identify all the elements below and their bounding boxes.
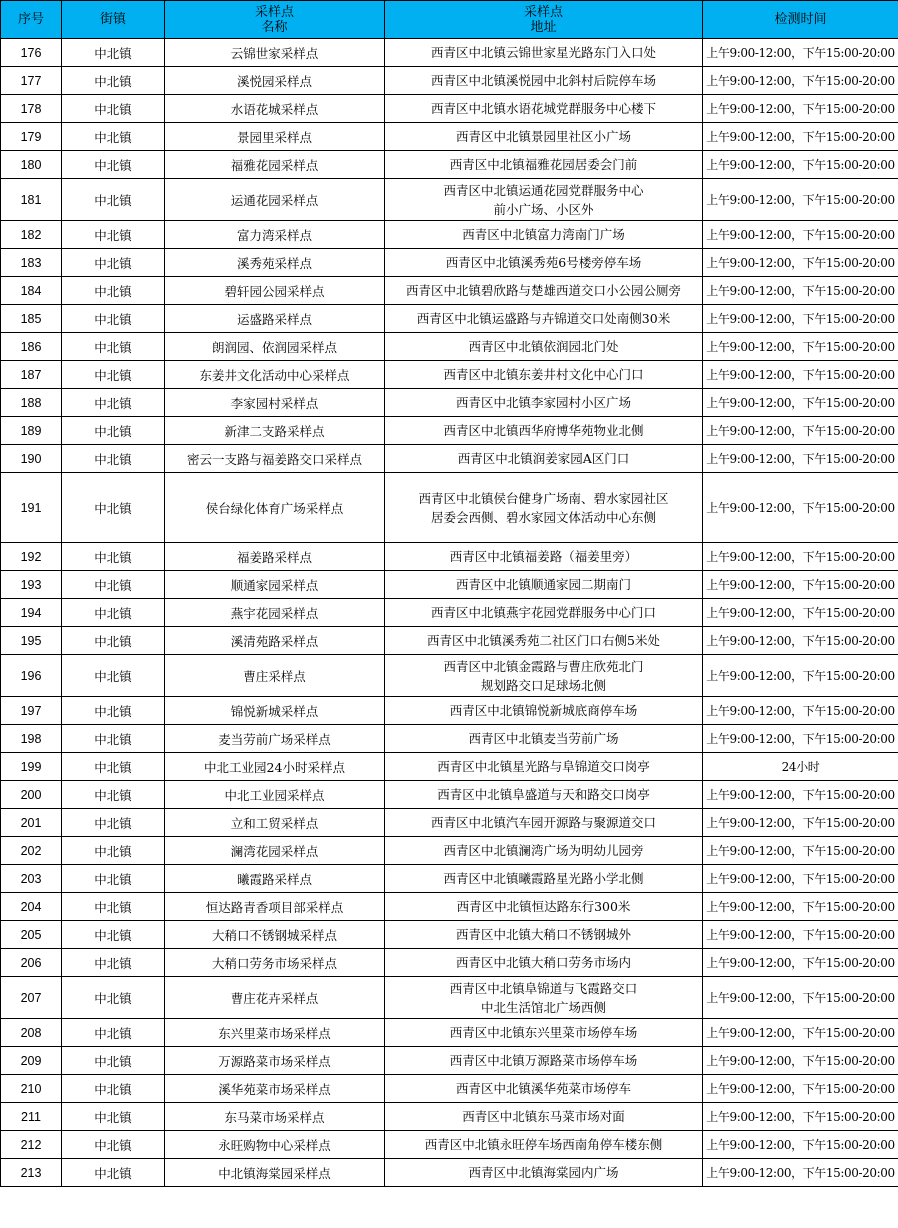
address-line: 西青区中北镇汽车园开源路与聚源道交口 [430, 815, 656, 830]
cell-street: 中北镇 [62, 389, 165, 417]
cell-seq: 189 [1, 417, 62, 445]
cell-time: 上午9:00-12:00，下午15:00-20:00 [703, 837, 898, 865]
cell-seq: 204 [1, 893, 62, 921]
cell-street: 中北镇 [62, 697, 165, 725]
cell-time: 上午9:00-12:00，下午15:00-20:00 [703, 361, 898, 389]
cell-street: 中北镇 [62, 599, 165, 627]
cell-street: 中北镇 [62, 837, 165, 865]
cell-time: 上午9:00-12:00，下午15:00-20:00 [703, 445, 898, 473]
table-row [1, 725, 898, 753]
cell-seq: 177 [1, 67, 62, 95]
address-line: 西青区中北镇溪秀苑6号楼旁停车场 [445, 255, 642, 270]
address-line: 西青区中北镇溪华苑菜市场停车 [455, 1081, 631, 1096]
cell-street: 中北镇 [62, 249, 165, 277]
cell-seq: 203 [1, 865, 62, 893]
table-row [1, 571, 898, 599]
cell-seq: 197 [1, 697, 62, 725]
cell-site-name: 澜湾花园采样点 [165, 837, 385, 865]
cell-address [385, 753, 703, 781]
cell-seq: 206 [1, 949, 62, 977]
cell-street: 中北镇 [62, 221, 165, 249]
cell-time: 上午9:00-12:00，下午15:00-20:00 [703, 655, 898, 697]
cell-site-name: 东马菜市场采样点 [165, 1103, 385, 1131]
cell-seq: 178 [1, 95, 62, 123]
table-row [1, 151, 898, 179]
cell-seq: 211 [1, 1103, 62, 1131]
address-line: 西青区中北镇景园里社区小广场 [455, 129, 631, 144]
cell-address [385, 417, 703, 445]
cell-address [385, 571, 703, 599]
cell-time: 上午9:00-12:00，下午15:00-20:00 [703, 95, 898, 123]
cell-address [385, 921, 703, 949]
cell-street: 中北镇 [62, 67, 165, 95]
cell-street: 中北镇 [62, 893, 165, 921]
cell-site-name: 云锦世家采样点 [165, 39, 385, 67]
cell-seq: 179 [1, 123, 62, 151]
table-row [1, 473, 898, 543]
cell-street: 中北镇 [62, 1103, 165, 1131]
header-seq: 序号 [1, 1, 62, 39]
table-row [1, 1131, 898, 1159]
cell-time: 上午9:00-12:00，下午15:00-20:00 [703, 809, 898, 837]
cell-site-name: 福雅花园采样点 [165, 151, 385, 179]
table-row [1, 977, 898, 1019]
table-row [1, 837, 898, 865]
table-row [1, 67, 898, 95]
cell-seq: 196 [1, 655, 62, 697]
cell-seq: 209 [1, 1047, 62, 1075]
cell-time: 上午9:00-12:00，下午15:00-20:00 [703, 697, 898, 725]
address-line: 西青区中北镇金霞路与曹庄欣苑北门 [443, 658, 644, 674]
cell-seq: 199 [1, 753, 62, 781]
cell-site-name: 富力湾采样点 [165, 221, 385, 249]
cell-site-name: 东姜井文化活动中心采样点 [165, 361, 385, 389]
cell-time: 上午9:00-12:00，下午15:00-20:00 [703, 1103, 898, 1131]
cell-site-name: 大稍口劳务市场采样点 [165, 949, 385, 977]
address-line: 西青区中北镇东马菜市场对面 [462, 1109, 625, 1124]
cell-site-name: 曹庄花卉采样点 [165, 977, 385, 1019]
table-row [1, 277, 898, 305]
address-line: 西青区中北镇曦霞路星光路小学北侧 [443, 871, 644, 886]
cell-street: 中北镇 [62, 473, 165, 543]
address-line: 西青区中北镇燕宇花园党群服务中心门口 [430, 605, 656, 620]
cell-street: 中北镇 [62, 95, 165, 123]
cell-address [385, 949, 703, 977]
cell-time: 上午9:00-12:00，下午15:00-20:00 [703, 179, 898, 221]
cell-address [385, 95, 703, 123]
address-line: 西青区中北镇溪秀苑二社区门口右侧5米处 [427, 633, 660, 648]
header-site-line2: 名称 [261, 19, 288, 35]
cell-address [385, 179, 703, 221]
cell-address [385, 67, 703, 95]
header-site-name [165, 1, 385, 39]
cell-address [385, 221, 703, 249]
address-line: 西青区中北镇富力湾南门广场 [462, 227, 625, 242]
cell-street: 中北镇 [62, 571, 165, 599]
cell-street: 中北镇 [62, 333, 165, 361]
cell-time: 上午9:00-12:00，下午15:00-20:00 [703, 1131, 898, 1159]
address-line: 规划路交口足球场北侧 [480, 677, 606, 693]
cell-seq: 185 [1, 305, 62, 333]
cell-address [385, 151, 703, 179]
cell-time: 上午9:00-12:00，下午15:00-20:00 [703, 893, 898, 921]
address-line: 西青区中北镇润姜家园A区门口 [457, 451, 630, 466]
header-addr-line2: 地址 [530, 19, 557, 35]
table-row [1, 361, 898, 389]
header-addr-line1: 采样点 [523, 4, 563, 20]
cell-site-name: 福姜路采样点 [165, 543, 385, 571]
cell-street: 中北镇 [62, 627, 165, 655]
table-row [1, 809, 898, 837]
address-line: 西青区中北镇溪悦园中北斜村后院停车场 [430, 73, 656, 88]
cell-street: 中北镇 [62, 305, 165, 333]
cell-address [385, 39, 703, 67]
table-row [1, 655, 898, 697]
address-line: 西青区中北镇李家园村小区广场 [455, 395, 631, 410]
cell-site-name: 立和工贸采样点 [165, 809, 385, 837]
cell-time: 上午9:00-12:00，下午15:00-20:00 [703, 1075, 898, 1103]
cell-address [385, 977, 703, 1019]
cell-time: 上午9:00-12:00，下午15:00-20:00 [703, 1019, 898, 1047]
address-line: 西青区中北镇星光路与阜锦道交口岗亭 [437, 759, 650, 774]
address-line: 西青区中北镇万源路菜市场停车场 [449, 1053, 638, 1068]
cell-seq: 213 [1, 1159, 62, 1187]
table-row [1, 949, 898, 977]
cell-time: 上午9:00-12:00，下午15:00-20:00 [703, 1159, 898, 1187]
cell-address [385, 361, 703, 389]
table-row [1, 697, 898, 725]
table-row [1, 627, 898, 655]
cell-site-name: 东兴里菜市场采样点 [165, 1019, 385, 1047]
address-line: 西青区中北镇阜锦道与飞霞路交口 [449, 980, 638, 996]
cell-time: 上午9:00-12:00，下午15:00-20:00 [703, 543, 898, 571]
cell-time: 上午9:00-12:00，下午15:00-20:00 [703, 67, 898, 95]
address-line: 西青区中北镇阜盛道与天和路交口岗亭 [437, 787, 650, 802]
cell-seq: 181 [1, 179, 62, 221]
cell-seq: 195 [1, 627, 62, 655]
address-line: 西青区中北镇运盛路与卉锦道交口处南侧30米 [416, 311, 671, 326]
cell-site-name: 恒达路青香项目部采样点 [165, 893, 385, 921]
cell-site-name: 景园里采样点 [165, 123, 385, 151]
address-line: 西青区中北镇云锦世家星光路东门入口处 [430, 45, 656, 60]
cell-seq: 188 [1, 389, 62, 417]
address-line: 西青区中北镇大稍口劳务市场内 [455, 955, 631, 970]
address-line: 西青区中北镇福雅花园居委会门前 [449, 157, 638, 172]
address-line: 西青区中北镇海棠园内广场 [468, 1165, 619, 1180]
cell-address [385, 1019, 703, 1047]
table-row [1, 249, 898, 277]
address-line: 西青区中北镇福姜路（福姜里旁） [449, 549, 638, 564]
cell-site-name: 永旺购物中心采样点 [165, 1131, 385, 1159]
cell-time: 上午9:00-12:00，下午15:00-20:00 [703, 151, 898, 179]
cell-site-name: 溪秀苑采样点 [165, 249, 385, 277]
cell-seq: 180 [1, 151, 62, 179]
cell-time: 上午9:00-12:00，下午15:00-20:00 [703, 949, 898, 977]
address-line: 西青区中北镇锦悦新城底商停车场 [449, 703, 638, 718]
cell-site-name: 溪华苑菜市场采样点 [165, 1075, 385, 1103]
cell-street: 中北镇 [62, 921, 165, 949]
address-line: 西青区中北镇水语花城党群服务中心楼下 [430, 101, 656, 116]
cell-address [385, 655, 703, 697]
cell-street: 中北镇 [62, 725, 165, 753]
address-line: 西青区中北镇运通花园党群服务中心 [443, 182, 644, 198]
cell-address [385, 277, 703, 305]
table-row [1, 893, 898, 921]
cell-street: 中北镇 [62, 977, 165, 1019]
table-row [1, 389, 898, 417]
cell-street: 中北镇 [62, 1075, 165, 1103]
cell-site-name: 溪清苑路采样点 [165, 627, 385, 655]
cell-street: 中北镇 [62, 543, 165, 571]
cell-time: 上午9:00-12:00，下午15:00-20:00 [703, 305, 898, 333]
cell-street: 中北镇 [62, 123, 165, 151]
cell-seq: 208 [1, 1019, 62, 1047]
cell-address [385, 781, 703, 809]
cell-time: 上午9:00-12:00，下午15:00-20:00 [703, 277, 898, 305]
cell-site-name: 曦霞路采样点 [165, 865, 385, 893]
address-line: 西青区中北镇恒达路东行300米 [456, 899, 631, 914]
address-line: 前小广场、小区外 [493, 201, 594, 217]
table-row [1, 781, 898, 809]
cell-time: 上午9:00-12:00，下午15:00-20:00 [703, 627, 898, 655]
address-line: 西青区中北镇澜湾广场为明幼儿园旁 [443, 843, 644, 858]
cell-seq: 186 [1, 333, 62, 361]
cell-address [385, 543, 703, 571]
cell-time: 上午9:00-12:00，下午15:00-20:00 [703, 781, 898, 809]
cell-time: 上午9:00-12:00，下午15:00-20:00 [703, 977, 898, 1019]
table-row [1, 753, 898, 781]
cell-time: 上午9:00-12:00，下午15:00-20:00 [703, 333, 898, 361]
cell-seq: 212 [1, 1131, 62, 1159]
table-row [1, 1019, 898, 1047]
cell-address [385, 249, 703, 277]
cell-seq: 205 [1, 921, 62, 949]
address-line: 中北生活馆北广场西侧 [480, 999, 606, 1015]
header-site-line1: 采样点 [254, 4, 294, 20]
cell-address [385, 1103, 703, 1131]
address-line: 西青区中北镇依润园北门处 [468, 339, 619, 354]
address-line: 西青区中北镇西华府博华苑物业北侧 [443, 423, 644, 438]
cell-street: 中北镇 [62, 865, 165, 893]
cell-street: 中北镇 [62, 753, 165, 781]
address-line: 西青区中北镇麦当劳前广场 [468, 731, 619, 746]
cell-address [385, 305, 703, 333]
cell-address [385, 893, 703, 921]
cell-time: 上午9:00-12:00，下午15:00-20:00 [703, 221, 898, 249]
cell-site-name: 中北工业园采样点 [165, 781, 385, 809]
cell-site-name: 中北工业园24小时采样点 [165, 753, 385, 781]
cell-time: 上午9:00-12:00，下午15:00-20:00 [703, 473, 898, 543]
cell-site-name: 万源路菜市场采样点 [165, 1047, 385, 1075]
cell-seq: 193 [1, 571, 62, 599]
cell-street: 中北镇 [62, 39, 165, 67]
address-line: 西青区中北镇永旺停车场西南角停车楼东侧 [424, 1137, 663, 1152]
cell-seq: 187 [1, 361, 62, 389]
cell-site-name: 新津二支路采样点 [165, 417, 385, 445]
cell-street: 中北镇 [62, 179, 165, 221]
cell-time: 上午9:00-12:00，下午15:00-20:00 [703, 249, 898, 277]
cell-time: 上午9:00-12:00，下午15:00-20:00 [703, 1047, 898, 1075]
table-row [1, 1159, 898, 1187]
cell-address [385, 1075, 703, 1103]
table-row [1, 543, 898, 571]
address-line: 西青区中北镇顺通家园二期南门 [455, 577, 631, 592]
cell-site-name: 锦悦新城采样点 [165, 697, 385, 725]
cell-address [385, 599, 703, 627]
cell-seq: 201 [1, 809, 62, 837]
cell-street: 中北镇 [62, 277, 165, 305]
cell-site-name: 燕宇花园采样点 [165, 599, 385, 627]
cell-seq: 176 [1, 39, 62, 67]
cell-street: 中北镇 [62, 1131, 165, 1159]
table-row [1, 1075, 898, 1103]
cell-street: 中北镇 [62, 1019, 165, 1047]
cell-seq: 202 [1, 837, 62, 865]
cell-address [385, 865, 703, 893]
cell-street: 中北镇 [62, 445, 165, 473]
address-line: 西青区中北镇东姜井村文化中心门口 [443, 367, 644, 382]
cell-street: 中北镇 [62, 781, 165, 809]
cell-time: 上午9:00-12:00，下午15:00-20:00 [703, 39, 898, 67]
cell-street: 中北镇 [62, 417, 165, 445]
cell-seq: 191 [1, 473, 62, 543]
table-row [1, 221, 898, 249]
address-line: 西青区中北镇侯台健身广场南、碧水家园社区 [418, 490, 669, 506]
cell-site-name: 曹庄采样点 [165, 655, 385, 697]
cell-seq: 192 [1, 543, 62, 571]
table-row [1, 123, 898, 151]
cell-address [385, 697, 703, 725]
cell-address [385, 445, 703, 473]
cell-address [385, 725, 703, 753]
cell-time: 上午9:00-12:00，下午15:00-20:00 [703, 599, 898, 627]
cell-address [385, 1131, 703, 1159]
table-row [1, 95, 898, 123]
cell-address [385, 123, 703, 151]
cell-site-name: 李家园村采样点 [165, 389, 385, 417]
table-row [1, 921, 898, 949]
header-row [1, 1, 898, 39]
cell-street: 中北镇 [62, 655, 165, 697]
cell-seq: 207 [1, 977, 62, 1019]
header-time: 检测时间 [703, 1, 898, 39]
cell-address [385, 627, 703, 655]
cell-address [385, 809, 703, 837]
cell-time: 上午9:00-12:00，下午15:00-20:00 [703, 921, 898, 949]
cell-seq: 184 [1, 277, 62, 305]
cell-site-name: 大稍口不锈钢城采样点 [165, 921, 385, 949]
cell-seq: 190 [1, 445, 62, 473]
cell-site-name: 运盛路采样点 [165, 305, 385, 333]
cell-address [385, 1047, 703, 1075]
cell-time: 上午9:00-12:00，下午15:00-20:00 [703, 571, 898, 599]
cell-address [385, 333, 703, 361]
cell-address [385, 389, 703, 417]
table-row [1, 865, 898, 893]
table-row [1, 1103, 898, 1131]
address-line: 西青区中北镇东兴里菜市场停车场 [449, 1025, 638, 1040]
table-row [1, 333, 898, 361]
table-row [1, 1047, 898, 1075]
cell-time: 24小时 [703, 753, 898, 781]
cell-address [385, 473, 703, 543]
cell-street: 中北镇 [62, 361, 165, 389]
address-line: 居委会西侧、碧水家园文体活动中心东侧 [430, 509, 656, 525]
cell-site-name: 碧轩园公园采样点 [165, 277, 385, 305]
cell-site-name: 密云一支路与福姜路交口采样点 [165, 445, 385, 473]
table-row [1, 305, 898, 333]
cell-street: 中北镇 [62, 151, 165, 179]
cell-street: 中北镇 [62, 949, 165, 977]
cell-seq: 198 [1, 725, 62, 753]
cell-site-name: 侯台绿化体育广场采样点 [165, 473, 385, 543]
cell-site-name: 溪悦园采样点 [165, 67, 385, 95]
table-row [1, 39, 898, 67]
cell-site-name: 水语花城采样点 [165, 95, 385, 123]
cell-site-name: 麦当劳前广场采样点 [165, 725, 385, 753]
cell-seq: 194 [1, 599, 62, 627]
address-line: 西青区中北镇碧欣路与楚雄西道交口小公园公厕旁 [405, 283, 681, 298]
cell-seq: 200 [1, 781, 62, 809]
cell-address [385, 837, 703, 865]
cell-time: 上午9:00-12:00，下午15:00-20:00 [703, 725, 898, 753]
cell-street: 中北镇 [62, 1159, 165, 1187]
cell-time: 上午9:00-12:00，下午15:00-20:00 [703, 389, 898, 417]
cell-time: 上午9:00-12:00，下午15:00-20:00 [703, 865, 898, 893]
cell-address [385, 1159, 703, 1187]
address-line: 西青区中北镇大稍口不锈钢城外 [455, 927, 631, 942]
table-row [1, 179, 898, 221]
cell-seq: 183 [1, 249, 62, 277]
table-row [1, 417, 898, 445]
cell-street: 中北镇 [62, 809, 165, 837]
table-body [1, 39, 898, 1187]
header-address [385, 1, 703, 39]
table-row [1, 599, 898, 627]
cell-time: 上午9:00-12:00，下午15:00-20:00 [703, 123, 898, 151]
cell-site-name: 运通花园采样点 [165, 179, 385, 221]
cell-seq: 210 [1, 1075, 62, 1103]
table-row [1, 445, 898, 473]
cell-site-name: 顺通家园采样点 [165, 571, 385, 599]
cell-site-name: 朗润园、依润园采样点 [165, 333, 385, 361]
cell-site-name: 中北镇海棠园采样点 [165, 1159, 385, 1187]
table-header [1, 1, 898, 39]
cell-time: 上午9:00-12:00，下午15:00-20:00 [703, 417, 898, 445]
cell-street: 中北镇 [62, 1047, 165, 1075]
header-street: 街镇 [62, 1, 165, 39]
cell-seq: 182 [1, 221, 62, 249]
